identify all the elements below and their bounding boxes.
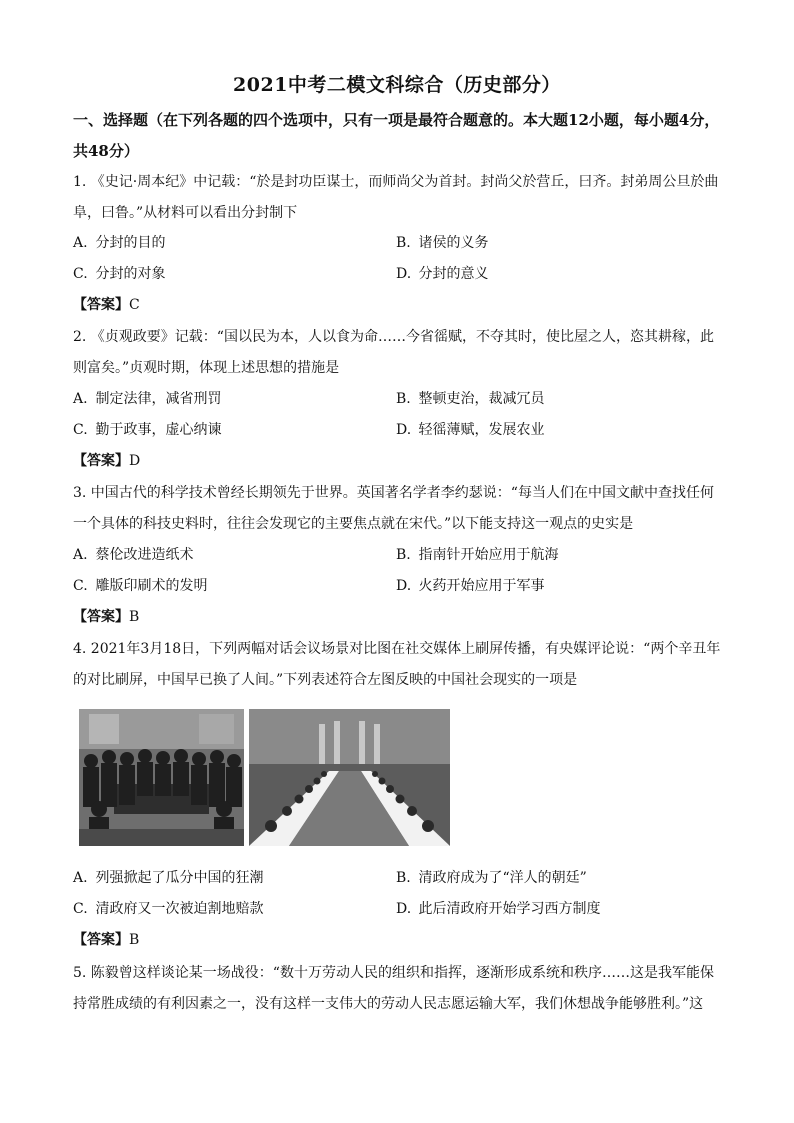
question-3-option-b: B. 指南针开始应用于航海 [396, 547, 559, 563]
question-1-option-a: A. 分封的目的 [73, 235, 166, 251]
historical-meeting-photo [79, 709, 244, 846]
question-4-stem: 4. 2021年3月18日，下列两幅对话会议场景对比图在社交媒体上刷屏传播，有央媒评论说：“两个辛丑年的对比刷屏，中国早已换了人间。”下列表述符合左图反映的中国社会现实的一项是 [73, 641, 721, 688]
question-4-option-d: D. 此后清政府开始学习西方制度 [396, 901, 601, 917]
question-3-stem: 3. 中国古代的科学技术曾经长期领先于世界。英国著名学者李约瑟说：“每当人们在中国文献中查找任何一个具体的科技史料时，往往会发现它的主要焦点就在宋代。”以下能支持这一观点的史实是 [73, 485, 714, 532]
question-1-option-b: B. 诸侯的义务 [396, 235, 489, 251]
question-3-option-c: C. 雕版印刷术的发明 [73, 578, 208, 594]
question-3-answer: 【答案】B [73, 609, 140, 625]
question-4-answer: 【答案】B [73, 932, 140, 948]
page-title: 2021中考二模文科综合（历史部分） [233, 74, 561, 96]
question-2-option-c: C. 勤于政事，虚心纳谏 [73, 422, 222, 438]
question-2-option-b: B. 整顿吏治，裁减冗员 [396, 391, 545, 407]
modern-dialogue-photo [249, 709, 450, 846]
question-4-option-c: C. 清政府又一次被迫割地赔款 [73, 901, 264, 917]
question-5-stem: 5. 陈毅曾这样谈论某一场战役：“数十万劳动人民的组织和指挥，逐渐形成系统和秩序……这是我军能保持常胜成绩的有利因素之一，没有这样一支伟大的劳动人民志愿运输大军，我们休想战争能够胜利。”这 [73, 965, 714, 1012]
question-3-option-d: D. 火药开始应用于军事 [396, 578, 545, 594]
question-4-option-a: A. 列强掀起了瓜分中国的狂潮 [73, 870, 264, 886]
question-3-option-a: A. 蔡伦改进造纸术 [73, 547, 194, 563]
section-heading: 一、选择题（在下列各题的四个选项中，只有一项是最符合题意的。本大题12小题，每小题4分，共48分） [73, 111, 720, 160]
question-2-answer: 【答案】D [73, 453, 141, 469]
question-4-option-b: B. 清政府成为了“洋人的朝廷” [396, 870, 587, 886]
question-1-answer: 【答案】C [73, 297, 140, 313]
question-1-option-c: C. 分封的对象 [73, 266, 166, 282]
question-1-option-d: D. 分封的意义 [396, 266, 489, 282]
comparison-photos [79, 709, 450, 846]
question-2-option-d: D. 轻徭薄赋，发展农业 [396, 422, 545, 438]
question-2-stem: 2. 《贞观政要》记载：“国以民为本，人以食为命……今省徭赋，不夺其时，使比屋之人，恣其耕稼，此则富矣。”贞观时期，体现上述思想的措施是 [73, 329, 714, 376]
question-1-stem: 1. 《史记·周本纪》中记载：“於是封功臣谋士，而师尚父为首封。封尚父於营丘，曰齐。封弟周公旦於曲阜，曰鲁。”从材料可以看出分封制下 [73, 174, 719, 221]
question-2-option-a: A. 制定法律，减省刑罚 [73, 391, 222, 407]
